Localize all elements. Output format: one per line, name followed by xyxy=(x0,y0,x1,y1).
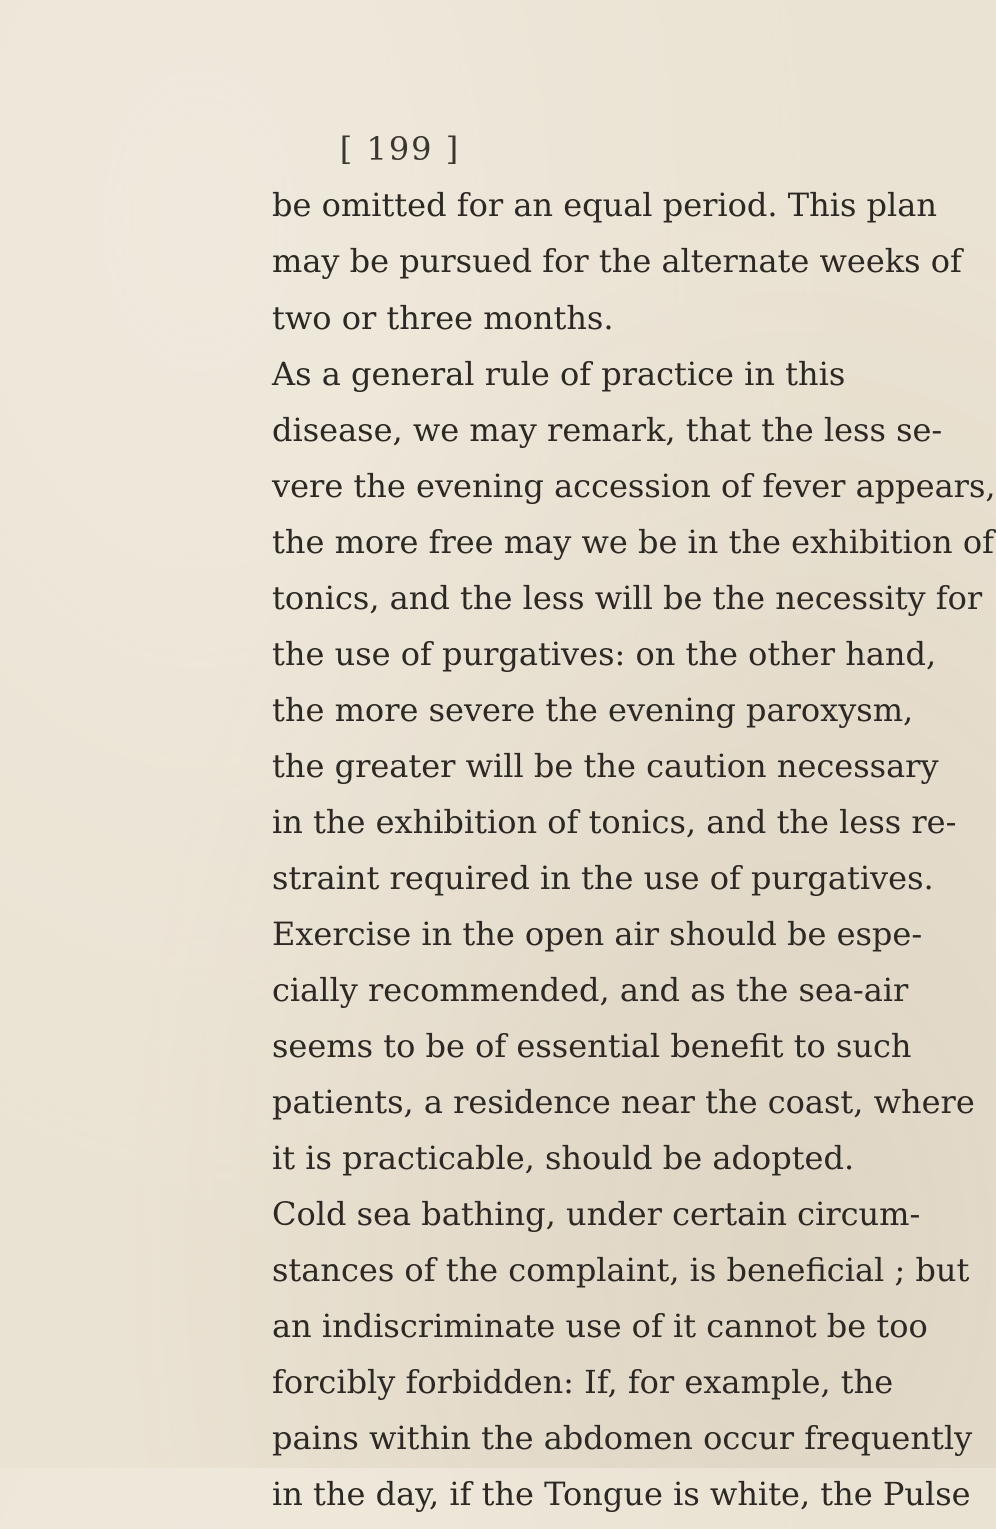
text-line: disease, we may remark, that the less se- xyxy=(272,411,943,449)
text-line: Exercise in the open air should be espe- xyxy=(272,915,923,953)
text-line: patients, a residence near the coast, where xyxy=(272,1083,975,1121)
text-line: stances of the complaint, is beneficial ; but xyxy=(272,1251,970,1289)
text-line: As a general rule of practice in this xyxy=(272,355,846,393)
text-line: the greater will be the caution necessary xyxy=(272,747,939,785)
text-line: straint required in the use of purgatives. xyxy=(272,859,934,897)
text-line: cially recommended, and as the sea-air xyxy=(272,971,909,1009)
text-line: seems to be of essential benefit to such xyxy=(272,1027,912,1065)
text-line: the use of purgatives: on the other hand, xyxy=(272,635,937,673)
text-line: may be pursued for the alternate weeks of xyxy=(272,242,962,280)
text-line: an indiscriminate use of it cannot be too xyxy=(272,1307,928,1345)
text-line: two or three months. xyxy=(272,299,614,337)
text-line: pains within the abdomen occur frequently xyxy=(272,1419,973,1457)
text-line: in the exhibition of tonics, and the less re- xyxy=(272,803,957,841)
text-line: Cold sea bathing, under certain circum- xyxy=(272,1195,921,1233)
text-line: be omitted for an equal period. This plan xyxy=(272,186,937,224)
page-number: [ 199 ] xyxy=(339,130,461,168)
text-line: in the day, if the Tongue is white, the Pulse xyxy=(272,1475,971,1513)
text-line: vere the evening accession of fever appears, xyxy=(272,467,996,505)
text-line: tonics, and the less will be the necessity for xyxy=(272,579,983,617)
text-line: it is practicable, should be adopted. xyxy=(272,1139,855,1177)
text-line: forcibly forbidden: If, for example, the xyxy=(272,1363,894,1401)
text-line: the more severe the evening paroxysm, xyxy=(272,691,914,729)
text-line: the more free may we be in the exhibition of xyxy=(272,523,994,561)
